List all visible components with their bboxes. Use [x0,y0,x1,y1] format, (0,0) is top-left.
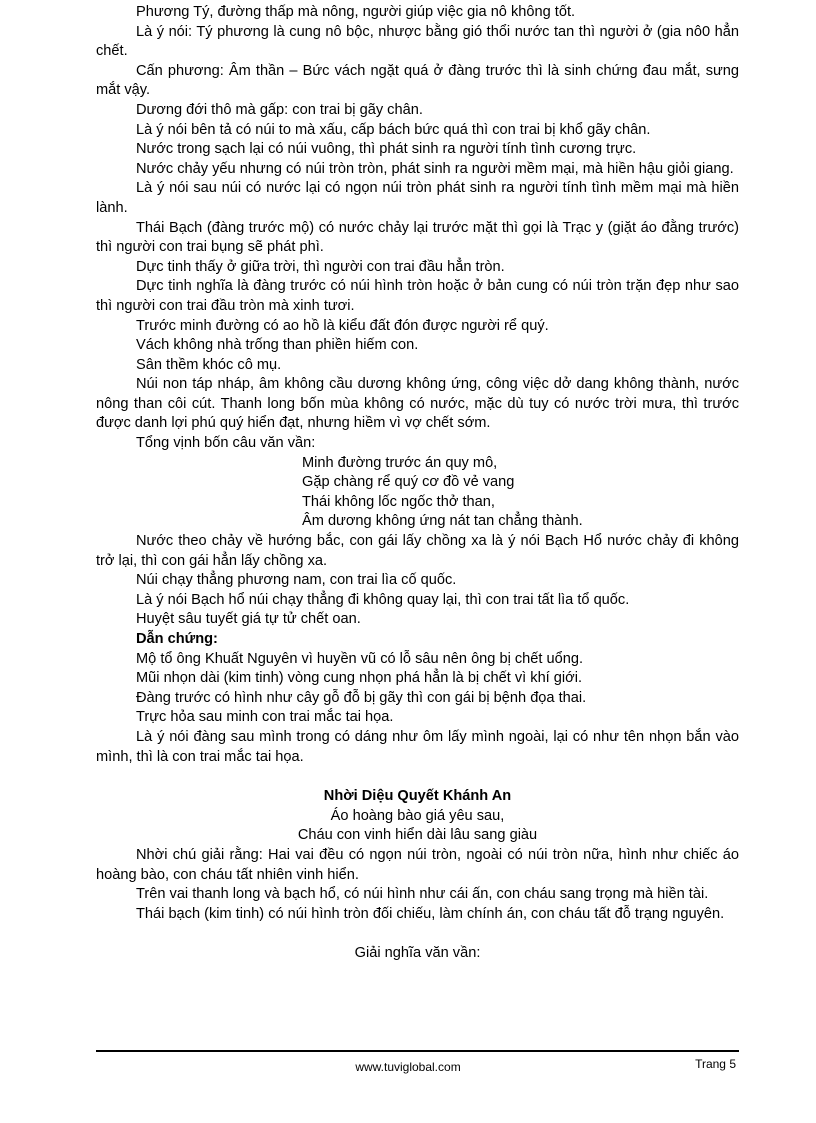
paragraph: Là ý nói sau núi có nước lại có ngọn núi tròn phát sinh ra người tính tình mềm mại mà hiền lành. [96,180,739,216]
paragraph: Vách không nhà trống than phiền hiếm con. [136,337,419,354]
paragraph: Mũi nhọn dài (kim tinh) vòng cung nhọn phá hẳn là bị chết vì khí giới. [136,670,583,687]
paragraph: Dực tinh thấy ở giữa trời, thì người con trai đầu hẳn tròn. [136,258,505,275]
paragraph: Đàng trước có hình như cây gỗ đỗ bị gãy thì con gái bị bệnh đọa thai. [136,689,587,706]
paragraph: Tổng vịnh bốn câu văn vần: [136,435,316,452]
verse-line: Áo hoàng bào giá yêu sau, [330,807,505,824]
page-number: Trang 5 [695,1057,736,1071]
spacer [96,767,739,787]
paragraph: Là ý nói đàng sau mình trong có dáng như ôm lấy mình ngoài, lại có như tên nhọn bắn vào mình, thì là con trai mắc tai họa. [96,728,739,765]
evidence-heading: Dẫn chứng: [136,631,218,647]
section-title: Nhời Diệu Quyết Khánh An [323,788,512,805]
paragraph: Huyệt sâu tuyết giá tự tử chết oan. [136,611,361,628]
paragraph: Là ý nói: Tý phương là cung nô bộc, nhược bằng gió thổi nước tan thì người ở (gia nô0 hẳn chết. [96,23,739,60]
verse-line: Cháu con vinh hiển dài lâu sang giàu [297,827,538,844]
paragraph: Thái Bạch (đàng trước mộ) có nước chảy lại trước mặt thì gọi là Trạc y (giặt áo đằng trước) thì người con trai bụng sẽ phát phì. [96,219,739,256]
paragraph: Thái bạch (kim tinh) có núi hình tròn đối chiếu, làm chính án, con cháu tất đỗ trạng nguyên. [136,905,725,922]
paragraph: Nước theo chảy về hướng bắc, con gái lấy chồng xa là ý nói Bạch Hổ nước chảy đi không trở lại, thì con gái hẳn lấy chồng xa. [96,533,739,569]
document-body [96,3,739,964]
paragraph: Trước minh đường có ao hồ là kiểu đất đón được người rể quý. [136,317,549,334]
paragraph: Nhời chú giải rằng: Hai vai đều có ngọn núi tròn, ngoài có núi tròn nữa, hình như chiếc áo hoàng bào, con cháu tất nhiên vinh hiển. [96,846,739,883]
paragraph: Phương Tý, đường thấp mà nông, người giúp việc gia nô không tốt. [136,4,576,20]
paragraph: Núi chạy thẳng phương nam, con trai lìa cố quốc. [136,572,457,589]
paragraph: Dương đới thô mà gấp: con trai bị gãy chân. [136,101,423,118]
paragraph: Là ý nói bên tả có núi to mà xấu, cấp bách bức quá thì con trai bị khổ gãy chân. [136,121,651,138]
verse-line: Âm dương không ứng nát tan chẳng thành. [302,513,583,530]
paragraph: Dực tinh nghĩa là đàng trước có núi hình tròn hoặc ở bản cung có núi tròn trặn đẹp như sao thì người con trai đầu tròn mà xinh tươi. [96,278,739,314]
verse-line: Gặp chàng rể quý cơ đồ vẻ vang [302,474,515,491]
footer-divider [96,1050,739,1052]
paragraph: Nước chảy yếu nhưng có núi tròn tròn, phát sinh ra người mềm mại, mà hiền hậu giỏi giang. [136,160,734,177]
spacer [96,924,739,944]
closing-line: Giải nghĩa văn vần: [354,945,481,962]
paragraph: Sân thềm khóc cô mụ. [136,356,282,373]
paragraph: Núi non táp nháp, âm không cầu dương không ứng, công việc dở dang không thành, nước nông than côi cút. Thanh long bốn mùa không có nước, mặc dù tuy có nước trời mưa, thì trước được danh lợi phú quý hiển đạt, nhưng hiềm vì vợ chết sớm. [96,376,739,432]
verse-line: Thái không lốc ngốc thở than, [302,493,495,510]
paragraph: Mộ tổ ông Khuất Nguyên vì huyền vũ có lỗ sâu nên ông bị chết uổng. [136,650,584,667]
paragraph: Là ý nói Bạch hổ núi chạy thẳng đi không quay lại, thì con trai tất lìa tổ quốc. [136,591,630,608]
paragraph: Trên vai thanh long và bạch hổ, có núi hình như cái ấn, con cháu sang trọng mà hiền tài. [136,886,709,903]
paragraph: Cấn phương: Âm thần – Bức vách ngặt quá ở đàng trước thì là sinh chứng đau mắt, sưng mắt vậy. [96,62,739,99]
paragraph: Nước trong sạch lại có núi vuông, thì phát sinh ra người tính tình cương trực. [136,141,637,158]
paragraph: Trực hỏa sau minh con trai mắc tai họa. [136,709,394,726]
verse-line: Minh đường trước án quy mô, [302,454,498,471]
footer-website: www.tuviglobal.com [355,1060,461,1074]
